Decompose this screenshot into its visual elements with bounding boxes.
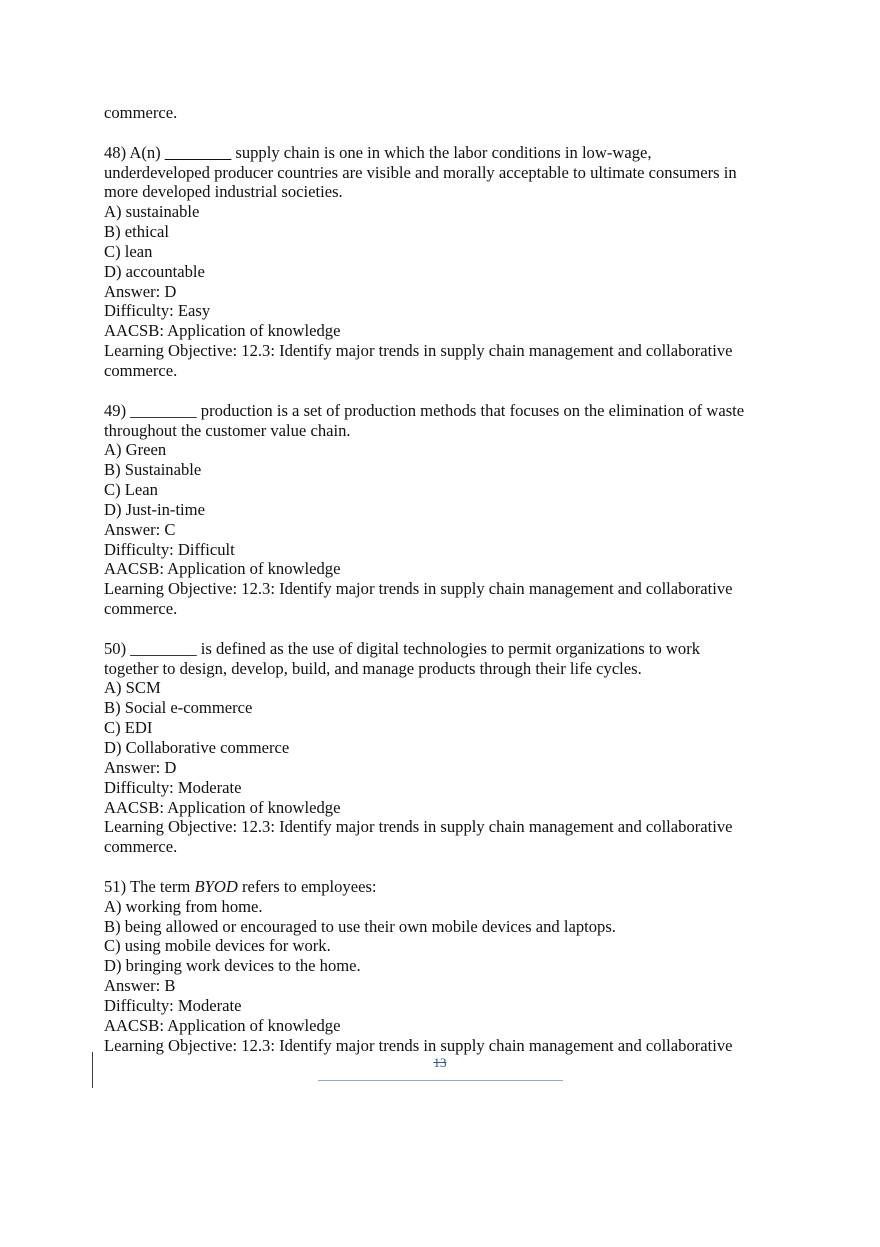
question-48 — [104, 143, 784, 381]
option-d: D) Just-in-time — [104, 499, 205, 519]
answer-line: Answer: D — [104, 281, 177, 301]
page-number: 13 — [433, 1055, 447, 1070]
option-c: C) Lean — [104, 480, 158, 500]
term-byod: BYOD — [194, 876, 238, 896]
difficulty-line: Difficulty: Difficult — [104, 539, 235, 559]
answer-line: Answer: D — [104, 757, 177, 777]
aacsb-line: AACSB: Application of knowledge — [104, 559, 341, 579]
fill-in-blank: ________ — [164, 142, 232, 162]
stem-prefix: 48) A(n) — [104, 142, 165, 162]
stem-prefix: 51) The term — [104, 876, 195, 896]
page-content — [104, 103, 784, 1056]
aacsb-line: AACSB: Application of knowledge — [104, 797, 341, 817]
spacer — [104, 381, 784, 401]
option-c: C) using mobile devices for work. — [104, 936, 331, 956]
aacsb-line: AACSB: Application of knowledge — [104, 321, 341, 341]
learning-objective-line: Learning Objective: 12.3: Identify major trends in supply chain management and collaborative — [104, 817, 733, 837]
spacer — [104, 619, 784, 639]
stem-suffix: supply chain is one in which the labor conditions in low-wage, — [231, 142, 652, 162]
learning-objective-line: Learning Objective: 12.3: Identify major trends in supply chain management and collaborative — [104, 1035, 733, 1055]
learning-objective-line: Learning Objective: 12.3: Identify major trends in supply chain management and collaborative — [104, 579, 733, 599]
learning-objective-line: Learning Objective: 12.3: Identify major trends in supply chain management and collaborative — [104, 341, 733, 361]
previous-question-continuation: commerce. — [104, 103, 178, 122]
option-d: D) Collaborative commerce — [104, 738, 290, 757]
answer-line: Answer: B — [104, 976, 176, 996]
question-stem: 50) ________ is defined as the use of digital technologies to permit organizations to work — [104, 638, 701, 658]
option-b: B) Social e-commerce — [104, 698, 253, 718]
option-b: B) ethical — [104, 222, 169, 242]
learning-objective-continuation: commerce. — [104, 599, 178, 619]
footer-rule — [318, 1080, 563, 1081]
difficulty-line: Difficulty: Easy — [104, 301, 211, 321]
spacer — [104, 123, 784, 143]
option-a: A) working from home. — [104, 896, 263, 916]
difficulty-line: Difficulty: Moderate — [104, 777, 242, 797]
option-a: A) SCM — [104, 678, 161, 698]
change-bar — [92, 1052, 93, 1088]
learning-objective-continuation: commerce. — [104, 360, 178, 380]
question-50 — [104, 639, 784, 857]
learning-objective-continuation: commerce. — [104, 837, 178, 857]
question-51 — [104, 877, 784, 1056]
option-a: A) sustainable — [104, 202, 200, 222]
option-b: B) Sustainable — [104, 460, 202, 480]
spacer — [104, 857, 784, 877]
difficulty-line: Difficulty: Moderate — [104, 995, 242, 1015]
option-c: C) EDI — [104, 718, 153, 738]
question-stem — [104, 143, 784, 163]
stem-suffix: refers to employees: — [237, 876, 377, 896]
question-stem-line: underdeveloped producer countries are visible and morally acceptable to ultimate consumers in — [104, 162, 737, 182]
question-stem: 49) ________ production is a set of production methods that focuses on the elimination of waste — [104, 400, 745, 420]
option-c: C) lean — [104, 241, 153, 261]
option-b: B) being allowed or encouraged to use their own mobile devices and laptops. — [104, 916, 616, 936]
option-a: A) Green — [104, 440, 167, 460]
question-stem-line: throughout the customer value chain. — [104, 420, 351, 440]
question-stem — [104, 877, 784, 897]
aacsb-line: AACSB: Application of knowledge — [104, 1015, 341, 1035]
option-d: D) accountable — [104, 261, 205, 281]
option-d: D) bringing work devices to the home. — [104, 956, 361, 976]
question-stem-line: more developed industrial societies. — [104, 182, 343, 202]
question-49 — [104, 401, 784, 619]
answer-line: Answer: C — [104, 519, 176, 539]
question-stem-line: together to design, develop, build, and manage products through their life cycles. — [104, 658, 642, 678]
